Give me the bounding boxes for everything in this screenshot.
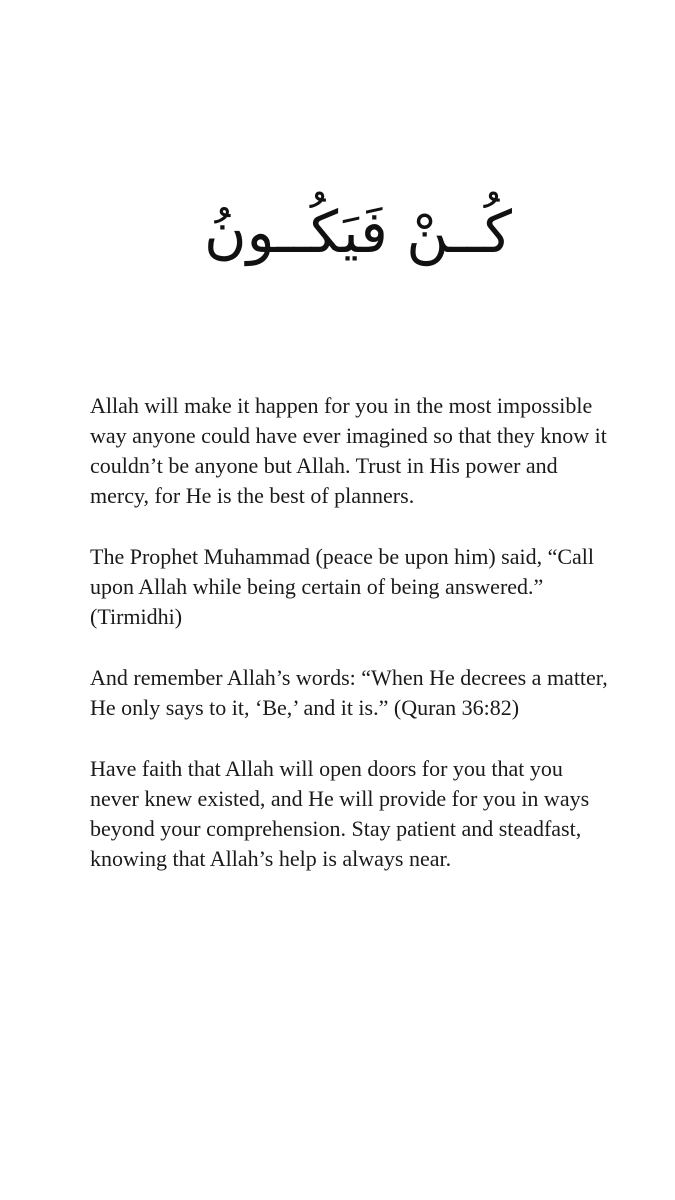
paragraph-3: And remember Allah’s words: “When He decrees a matter, He only says to it, ‘Be,’ and it is.” (Quran 36:82) <box>90 665 608 720</box>
paragraph-4: Have faith that Allah will open doors for you that you never knew existed, and He will provide for you in ways beyond your comprehension. Stay patient and steadfast, knowing that Allah’s help is always near. <box>90 756 590 871</box>
arabic-title: كُــنْ فَيَكُــونُ <box>204 198 512 266</box>
paragraph-1: Allah will make it happen for you in the most impossible way anyone could have ever imagined so that they know it couldn’t be anyone but Allah. Trust in His power and mercy, for He is the best of planners. <box>90 393 607 508</box>
paragraph-2: The Prophet Muhammad (peace be upon him) said, “Call upon Allah while being certain of being answered.” (Tirmidhi) <box>90 544 595 629</box>
body-text <box>90 391 610 874</box>
